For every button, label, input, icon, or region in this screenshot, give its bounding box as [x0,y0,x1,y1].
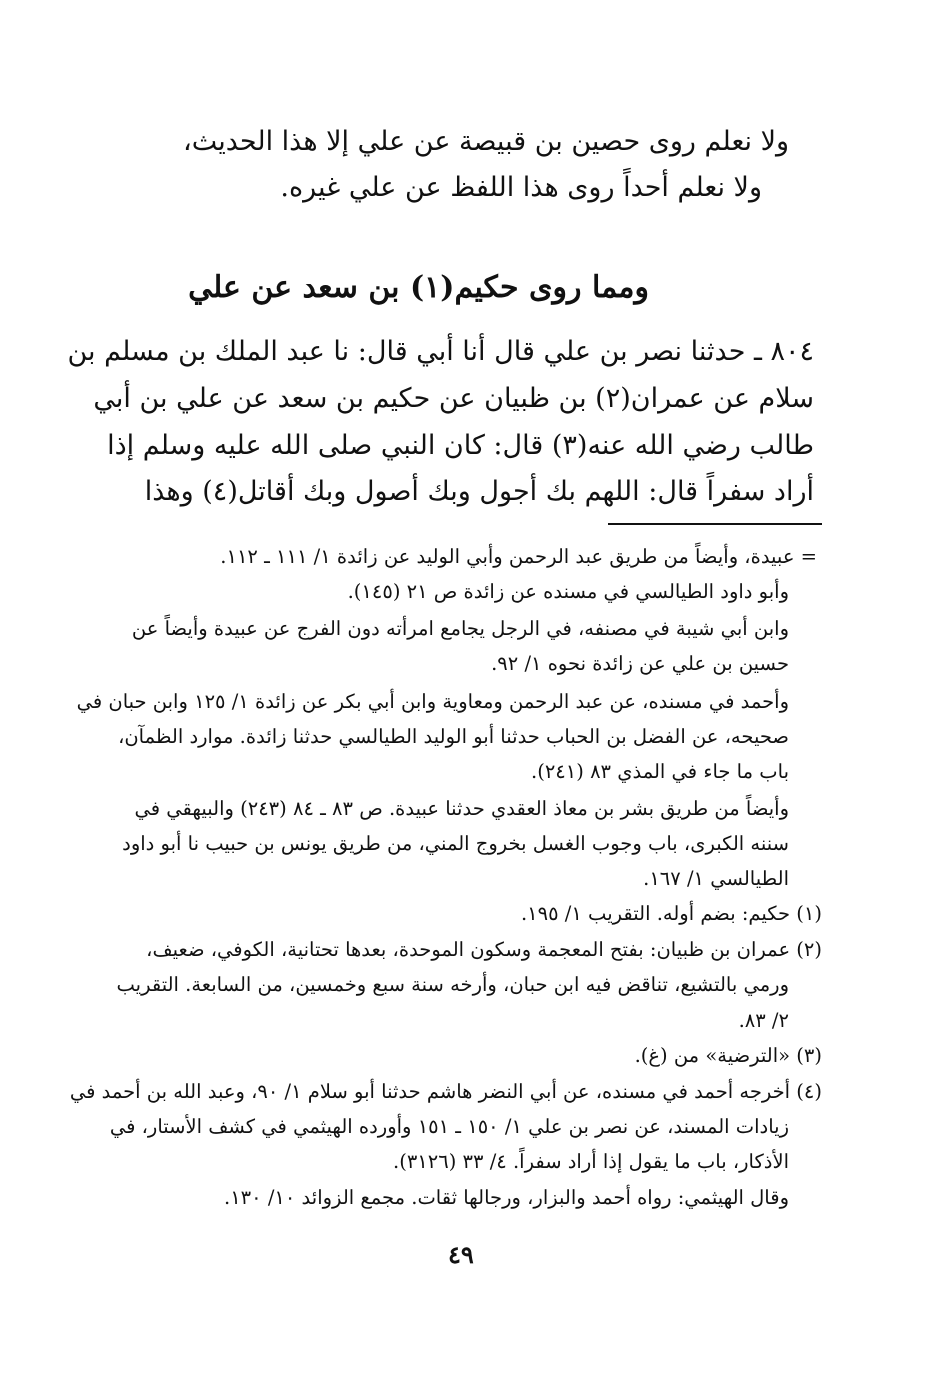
footnote-line: وأيضاً من طريق بشر بن معاذ العقدي حدثنا عبيدة. ص ٨٣ ـ ٨٤ (٢٤٣) والبيهقي في [134,797,789,820]
footnote-1: (١) حكيم: بضم أوله. التقريب ١/ ١٩٥. [520,902,822,925]
hadith-line-2: سلام عن عمران(٢) بن ظبيان عن حكيم بن سعد عن علي بن أبي [93,383,814,414]
section-heading: ومما روى حكيم(١) بن سعد عن علي [188,270,649,305]
footnote-line: وقال الهيثمي: رواه أحمد والبزار، ورجالها ثقات. مجمع الزوائد ١٠/ ١٣٠. [224,1186,789,1209]
footnote-line: ورمي بالتشيع، تناقض فيه ابن حبان، وأرخه سنة سبع وخمسين، من السابعة. التقريب [116,973,789,996]
intro-line-1: ولا نعلم روى حصين بن قبيصة عن علي إلا هذا الحديث، [183,126,789,157]
page-number: ٤٩ [448,1240,474,1269]
footnote-3: (٣) «الترضية» من (غ). [634,1044,822,1067]
intro-line-2: ولا نعلم أحداً روى هذا اللفظ عن علي غيره. [280,172,762,203]
footnote-line: وأبو داود الطيالسي في مسنده عن زائدة ص ٢١ (١٤٥). [347,580,789,603]
footnote-line: وأحمد في مسنده، عن عبد الرحمن ومعاوية وابن أبي بكر عن زائدة ١/ ١٢٥ وابن حبان في [76,690,789,713]
footnote-line: الطيالسي ١/ ١٦٧. [643,867,789,890]
footnote-2: (٢) عمران بن ظبيان: بفتح المعجمة وسكون الموحدة، بعدها تحتانية، الكوفي، ضعيف، [146,938,822,961]
footnote-line: صحيحه، عن الفضل بن الحباب حدثنا أبو الوليد الطيالسي حدثنا زائدة. موارد الظمآن، [118,725,789,748]
footnote-line: باب ما جاء في المذي ٨٣ (٢٤١). [531,760,789,783]
footnote-line: الأذكار، باب ما يقول إذا أراد سفراً. ٤/ ٣٣ (٣١٢٦). [393,1150,789,1173]
footnote-line: ٢/ ٨٣. [738,1009,789,1032]
hadith-line-3: طالب رضي الله عنه(٣) قال: كان النبي صلى الله عليه وسلم إذا [107,430,814,461]
footnote-line: سننه الكبرى، باب وجوب الغسل بخروج المني، من طريق يونس بن حبيب نا أبو داود [122,832,789,855]
footnote-line: وابن أبي شيبة في مصنفه، في الرجل يجامع امرأته دون الفرج عن عبيدة وأيضاً عن [131,617,789,640]
hadith-line-1: ٨٠٤ ـ حدثنا نصر بن علي قال أنا أبي قال: نا عبد الملك بن مسلم بن [67,336,814,367]
footnote-line: زيادات المسند، عن نصر بن علي ١/ ١٥٠ ـ ١٥١ وأورده الهيثمي في كشف الأستار، في [109,1115,789,1138]
footnote-line: حسين بن علي عن زائدة نحوه ١/ ٩٢. [491,652,789,675]
footnote-separator [608,523,822,525]
footnote-line: = عبيدة، وأيضاً من طريق عبد الرحمن وأبي الوليد عن زائدة ١/ ١١١ ـ ١١٢. [220,545,817,568]
footnote-4: (٤) أخرجه أحمد في مسنده، عن أبي النضر هاشم حدثنا أبو سلام ١/ ٩٠، وعبد الله بن أحمد في [69,1080,822,1103]
hadith-line-4: أراد سفراً قال: اللهم بك أجول وبك أصول وبك أقاتل(٤) وهذا [144,476,814,507]
